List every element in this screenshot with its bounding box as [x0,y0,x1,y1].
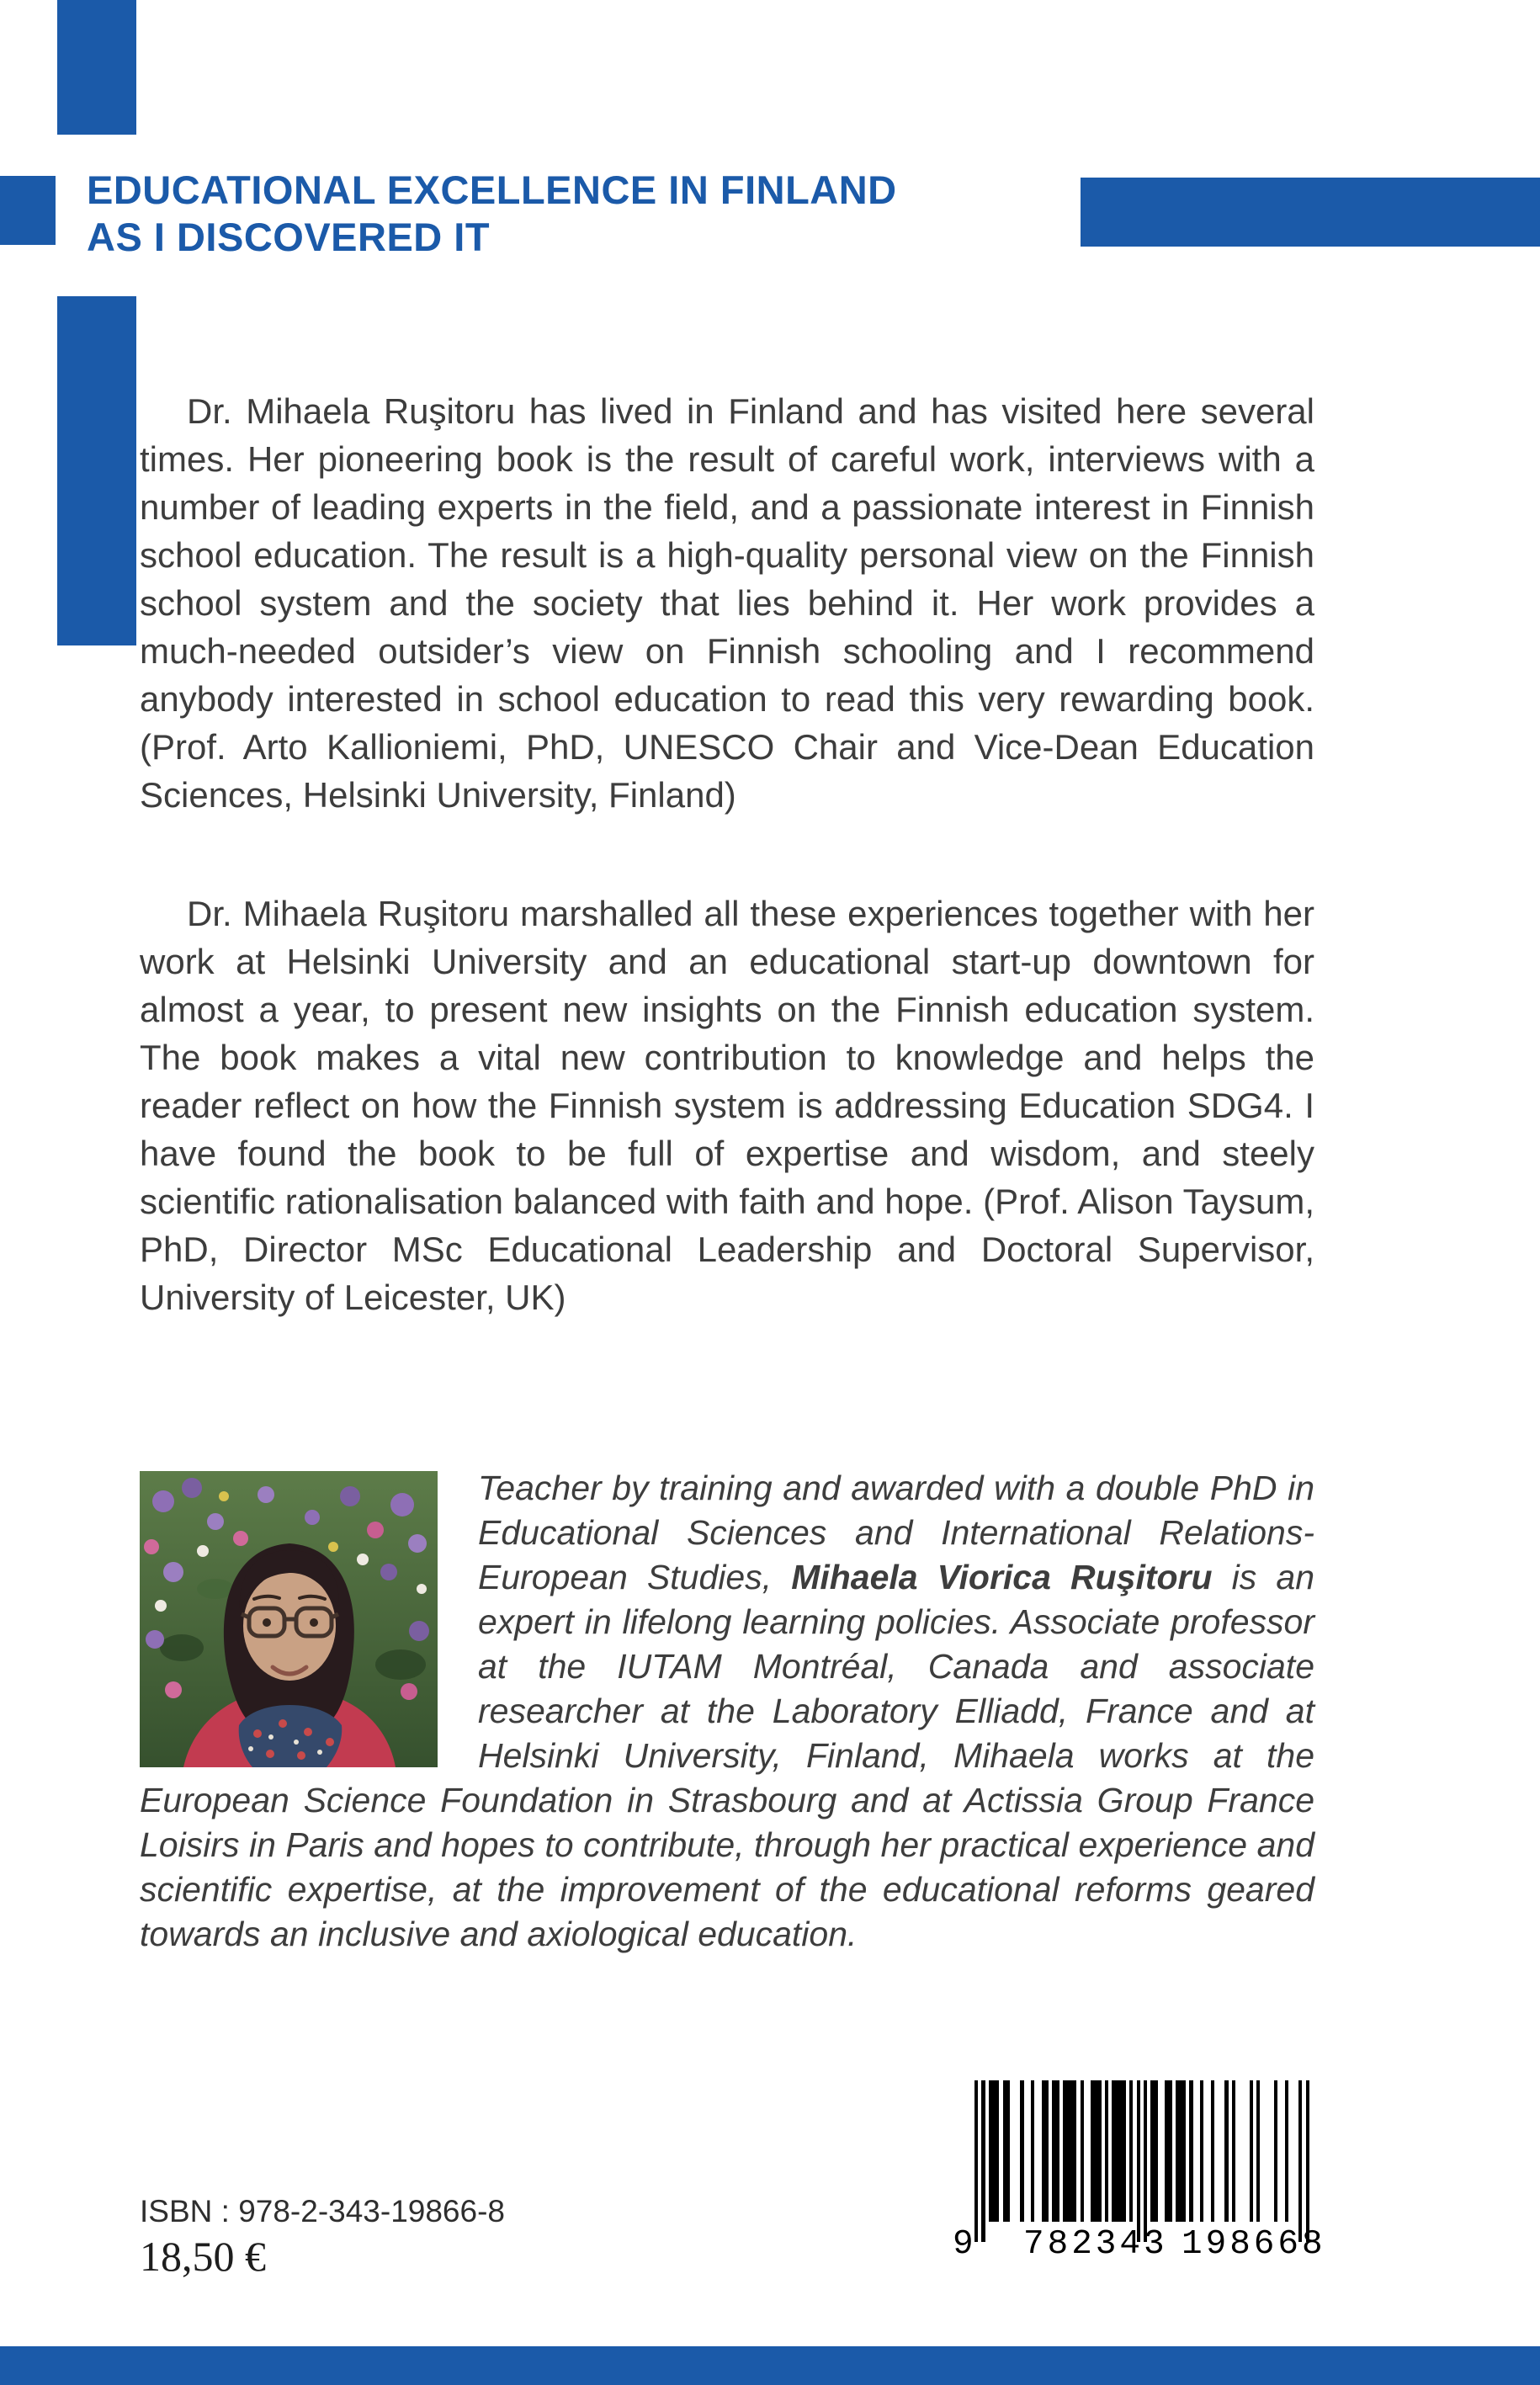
price-label: 18,50 € [140,2233,266,2280]
author-bio [140,1466,1314,1957]
barcode-digits-left: 782343 [1023,2225,1168,2264]
review-quote-1: Dr. Mihaela Ruşitoru has lived in Finland and has visited here several times. Her pioneering book is the result of careful work, interviews with a number of leading experts in the field, and a passionate interest in Finnish school education. The result is a high-quality personal view on the Finnish school system and the society that lies behind it. Her work provides a much-needed outsider’s view on Finnish schooling and I recommend anybody interested in school education to read this very rewarding book. (Prof. Arto Kallioniemi, PhD, UNESCO Chair and Vice-Dean Education Sciences, Helsinki University, Finland) [140,391,1314,815]
barcode-digit-first: 9 [953,2225,977,2264]
barcode-module [1306,2080,1309,2242]
bottom-accent-band [0,2346,1540,2385]
isbn-label: ISBN : 978-2-343-19866-8 [140,2194,505,2228]
book-title [87,167,897,261]
title-line-2: AS I DISCOVERED IT [87,215,491,259]
barcode [953,2075,1328,2281]
back-cover-content [140,387,1314,1957]
accent-bar-title-right [1081,178,1540,247]
barcode-digits-right: 198668 [1182,2225,1326,2264]
review-quote-2: Dr. Mihaela Ruşitoru marshalled all these experiences together with her work at Helsinki University and an educational start-up downtown for almost a year, to present new insights on the Finnish education system. The book makes a vital new contribution to knowledge and helps the reader reflect on how the Finnish system is addressing Education SDG4. I have found the book to be full of expertise and wisdom, and steely scientific rationalisation balanced with faith and hope. (Prof. Alison Taysum, PhD, Director MSc Educational Leadership and Doctoral Supervisor, University of Leicester, UK) [140,894,1314,1317]
accent-bar-left-tall [57,296,136,645]
author-name: Mihaela Viorica Ruşitoru [791,1558,1213,1596]
bio-text-before-name: Teacher by training and awarded with a double PhD in Educational Sciences and International Relations-European Studies, [478,1469,1314,1596]
accent-square-title-left [0,176,56,245]
accent-bar-top-left [57,0,136,135]
barcode-digits [953,2225,1328,2269]
title-line-1: EDUCATIONAL EXCELLENCE IN FINLAND [87,167,897,212]
barcode-bars [974,2080,1309,2242]
bio-text-after-name: is an expert in lifelong learning policies. Associate professor at the IUTAM Montréal, Canada and associate researcher at the Laboratory Elliadd, France and at Helsinki University, Finland, Mihaela works at the European Science Foundation in Strasbourg and at Actissia Group France Loisirs in Paris and hopes to contribute, through her practical experience and scientific expertise, at the improvement of the educational reforms geared towards an inclusive and axiological education. [140,1558,1314,1953]
author-photo-illustration [140,1471,438,1767]
author-photo [140,1471,438,1767]
